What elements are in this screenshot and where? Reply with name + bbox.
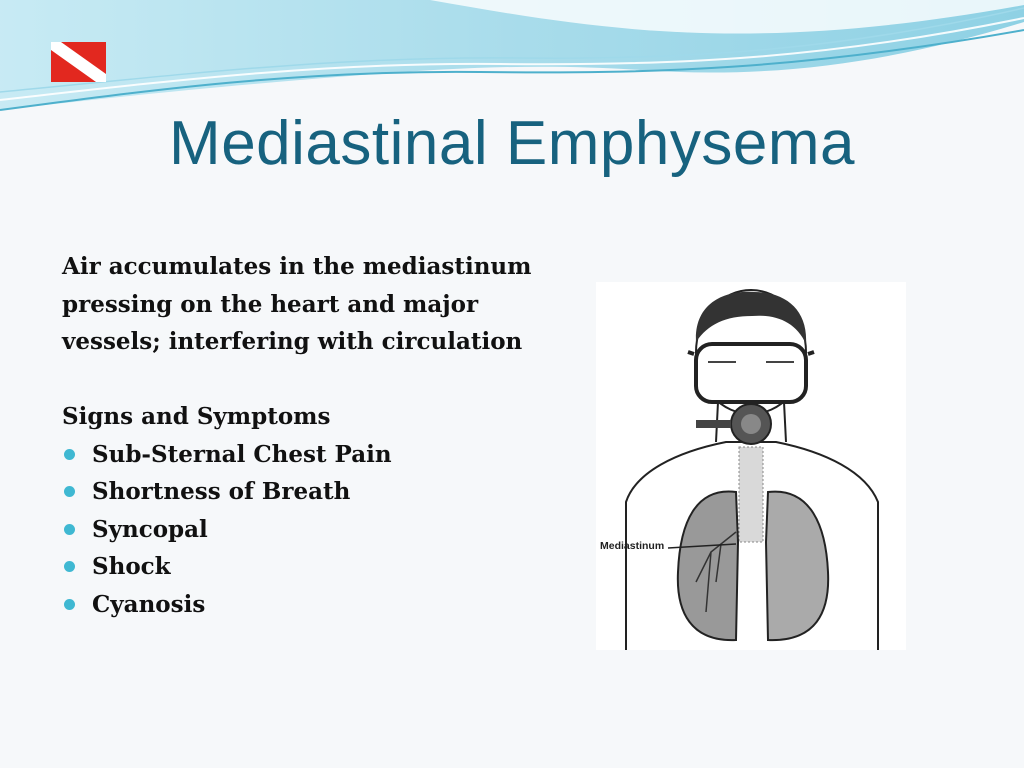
symptom-label: Shortness of Breath [92, 478, 351, 505]
bullet-dot-icon [64, 524, 75, 535]
diver-drawing [596, 282, 906, 650]
dive-flag-icon [51, 42, 106, 82]
symptom-label: Shock [92, 553, 171, 580]
symptom-list [62, 436, 532, 624]
symptom-label: Cyanosis [92, 590, 206, 618]
paragraph-gap [62, 361, 532, 399]
signs-heading: Signs and Symptoms [62, 403, 331, 430]
symptom-label: Sub-Sternal Chest Pain [92, 440, 392, 468]
bullet-dot-icon [64, 599, 75, 610]
slide-body [62, 248, 532, 623]
list-item [62, 548, 532, 586]
slide-title: Mediastinal Emphysema [169, 109, 855, 178]
list-item [62, 511, 532, 549]
bullet-dot-icon [64, 486, 75, 497]
list-item [62, 586, 532, 624]
bullet-dot-icon [64, 449, 75, 460]
intro-paragraph: Air accumulates in the mediastinum pressing on the heart and major vessels; interfering with circulation [62, 253, 532, 355]
header-wave-decoration [0, 0, 1024, 120]
symptom-label: Syncopal [92, 515, 208, 543]
mediastinum-label: Mediastinum [600, 540, 665, 552]
list-item [62, 473, 532, 511]
list-item [62, 436, 532, 474]
bullet-dot-icon [64, 561, 75, 572]
diver-anatomy-illustration [596, 282, 906, 650]
